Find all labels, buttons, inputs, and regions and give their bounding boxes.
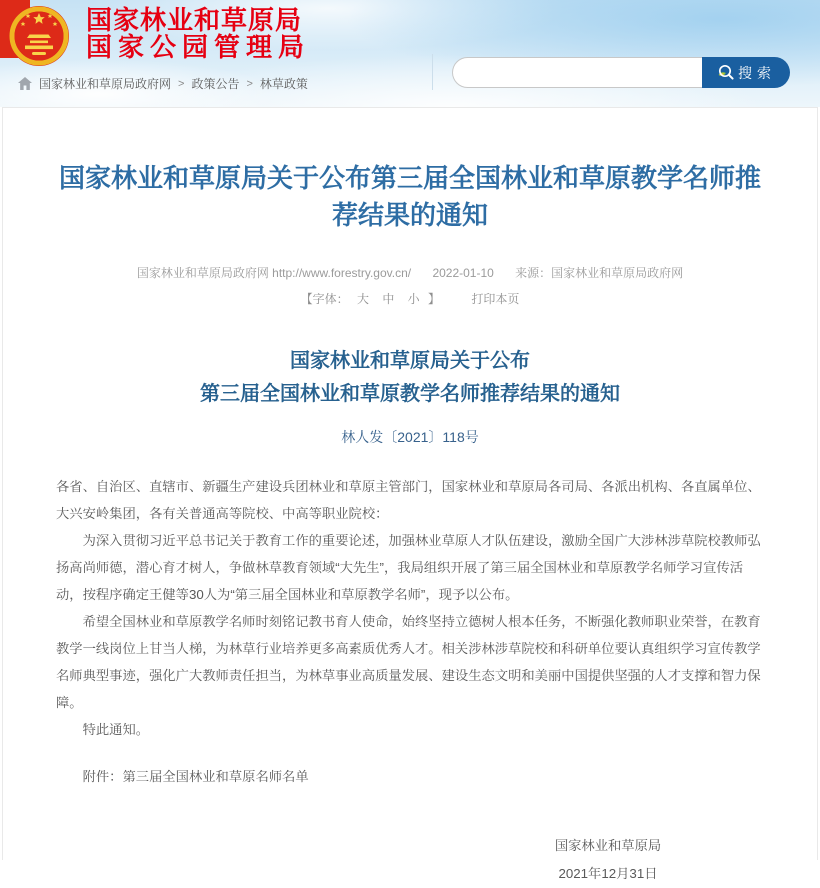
font-size-medium-button[interactable]: 中 <box>382 292 395 306</box>
breadcrumb-separator: > <box>178 77 185 90</box>
breadcrumb-item-site[interactable]: 国家林业和草原局政府网 <box>39 77 172 91</box>
document-body <box>56 473 764 790</box>
signature-org: 国家林业和草原局 <box>554 838 662 853</box>
document-title <box>3 345 817 411</box>
paragraph-notice-closing: 特此通知。 <box>82 722 150 737</box>
print-page-button[interactable]: 打印本页 <box>471 292 520 306</box>
font-size-label: 【字体： <box>300 292 349 306</box>
content-panel <box>2 107 818 881</box>
search-button-label: 搜索 <box>738 64 776 81</box>
meta-origin: 来源：国家林业和草原局政府网 <box>515 266 684 280</box>
paragraph-attachment: 附件：第三届全国林业和草原名师名单 <box>82 769 309 784</box>
paragraph-addressees: 各省、自治区、直辖市、新疆生产建设兵团林业和草原主管部门，国家林业和草原局各司局、各派出机构、各直属单位、大兴安岭集团，各有关普通高等院校、中高等职业院校： <box>56 479 761 521</box>
org-name-line2: 国家公园管理局 <box>86 32 311 62</box>
org-name-line1: 国家林业和草原局 <box>86 5 303 35</box>
home-icon[interactable] <box>18 77 32 90</box>
breadcrumb-item-policy-notice[interactable]: 政策公告 <box>191 77 240 91</box>
search-input[interactable] <box>452 57 702 88</box>
org-name <box>86 7 310 61</box>
font-size-small-button[interactable]: 小 <box>407 292 420 306</box>
document-title-line1: 国家林业和草原局关于公布 <box>290 350 530 372</box>
document-title-line2: 第三届全国林业和草原教学名师推荐结果的通知 <box>200 383 620 405</box>
search-button[interactable] <box>702 57 790 88</box>
header-divider <box>432 54 433 90</box>
meta-source-url: 国家林业和草原局政府网 http://www.forestry.gov.cn/ <box>136 266 412 280</box>
article-meta <box>3 264 817 281</box>
page-title: 国家林业和草原局关于公布第三届全国林业和草原教学名师推荐结果的通知 <box>58 163 761 230</box>
search-icon <box>716 63 735 82</box>
signature-block <box>501 832 715 888</box>
breadcrumb <box>18 75 308 92</box>
article-tools <box>3 290 817 307</box>
paragraph-body-1: 为深入贯彻习近平总书记关于教育工作的重要论述，加强林业草原人才队伍建设，激励全国广大涉林涉草院校教师弘扬高尚师德，潜心育才树人，争做林草教育领域“大先生”，我局组织开展了第三届全国林业和草原教学名师学习宣传活动，按程序确定王健等30人为“第三届全国林业和草原教学名师”，现予以公布。 <box>56 533 761 602</box>
font-size-large-button[interactable]: 大 <box>356 292 369 306</box>
font-size-label-close: 】 <box>428 292 441 306</box>
search-bar <box>452 57 790 88</box>
site-header <box>0 0 820 107</box>
breadcrumb-item-forestry-policy[interactable]: 林草政策 <box>259 77 308 91</box>
signature-date: 2021年12月31日 <box>558 866 658 881</box>
meta-date: 2022-01-10 <box>432 266 494 280</box>
paragraph-body-2: 希望全国林业和草原教学名师时刻铭记教书育人使命，始终坚持立德树人根本任务，不断强化教师职业荣誉，在教育教学一线岗位上甘当人梯，为林草行业培养更多高素质优秀人才。相关涉林涉草院校和科研单位要认真组织学习宣传教学名师典型事迹，强化广大教师责任担当，为林草事业高质量发展、建设生态文明和美丽中国提供坚强的人才支撑和智力保障。 <box>56 614 761 710</box>
national-emblem-icon <box>8 5 70 67</box>
breadcrumb-separator: > <box>246 77 253 90</box>
document-number: 林人发〔2021〕118号 <box>341 429 479 445</box>
